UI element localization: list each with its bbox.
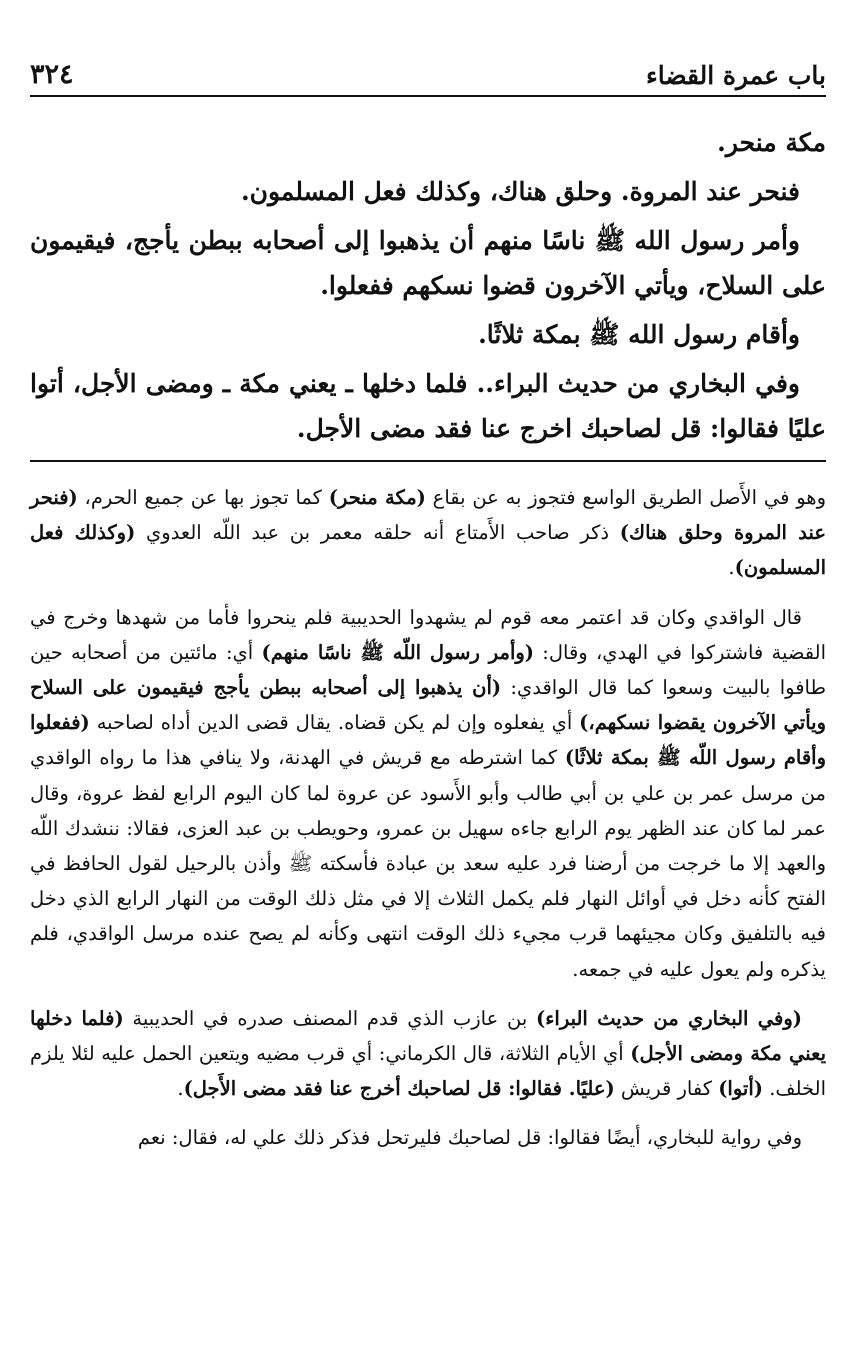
main-paragraph: فنحر عند المروة. وحلق هناك، وكذلك فعل المسلمون. — [240, 177, 800, 206]
commentary-text: كفار قريش — [614, 1077, 719, 1101]
commentary-paragraph — [30, 1120, 826, 1155]
commentary-text: كما اشترطه مع قريش في الهدنة، ولا ينافي هذا ما رواه الواقدي من مرسل عمر بن علي بن أبي طالب وأبو الأَسود عن عروة لما كان اليوم الرابع لفظ عروة، وقال عمر لما كان عند الظهر يوم الرابع جاءه سهيل بن عمرو، وحويطب بن عبد العزى، فقالا: ننشدك اللّه والعهد إلا ما خرجت من أرضنا فرد عليه سعد بن عبادة فأسكته ﷺ وأذن بالرحيل لقول الحافظ في الفتح كأنه دخل في أوائل النهار فلم يكمل الثلاث إلا في مثل ذلك الوقت من النهار الرابع الذي دخل فيه بالتلفيق وكان مجيئهما قرب مجيء ذلك الوقت انتهى وكأنه لم يصح عنده مرسل الواقدي، فلم يذكره ولم يعول عليه في جمعه. — [30, 746, 826, 981]
quoted-text: (فنحر عند المروة وحلق هناك) — [30, 486, 827, 545]
quoted-text: (وفي البخاري من حديث البراء) — [536, 1006, 802, 1030]
commentary-section — [30, 480, 826, 1170]
commentary-text: وفي رواية للبخاري، أيضًا فقالوا: قل لصاحبك فليرتحل فذكر ذلك علي له، فقال: نعم — [137, 1126, 802, 1150]
commentary-text: أي يفعلوه وإن لم يكن قضاه. يقال قضى الدين أداه لصاحبه — [89, 711, 580, 735]
commentary-text: . — [728, 556, 735, 580]
main-text — [30, 120, 826, 455]
quoted-text: (وكذلك فعل المسلمون) — [30, 521, 826, 580]
quoted-text: (فلما دخلها يعني مكة ومضى الأجل) — [30, 1006, 826, 1066]
commentary-text: وهو في الأَصل الطريق الواسع فتجوز به عن بقاع — [425, 486, 826, 509]
quoted-text: (أن يذهبوا إلى أصحابه ببطن يأجج فيقيمون على السلاح ويأتي الآخرون يقضوا نسكهم،) — [30, 676, 826, 735]
page-number: ٣٢٤ — [30, 59, 74, 90]
quoted-text: (ففعلوا وأقام رسول اللّه ﷺ بمكة ثلاثًا) — [30, 711, 826, 770]
commentary-text: بن عازب الذي قدم المصنف صدره في الحديبية — [123, 1006, 536, 1030]
main-paragraph: وأمر رسول الله ﷺ ناسًا منهم أن يذهبوا إلى أصحابه ببطن يأجج، فيقيمون على السلاح، ويأتي الآخرون قضوا نسكهم ففعلوا. — [30, 226, 826, 300]
quoted-text: (وأمر رسول اللّه ﷺ ناسًا منهم) — [261, 640, 535, 664]
footnote-divider — [30, 460, 826, 462]
main-paragraph: وأقام رسول الله ﷺ بمكة ثلاثًا. — [478, 320, 800, 349]
commentary-text: قال الواقدي وكان قد اعتمر معه قوم لم يشهدوا الحديبية فلم ينحروا فأما من شهدها وخرج في القضية فاشتركوا في الهدي، وقال: — [30, 605, 826, 664]
commentary-text: كما تجوز بها عن جميع الحرم، — [77, 486, 329, 509]
commentary-paragraph — [30, 600, 826, 987]
commentary-paragraph — [30, 1001, 826, 1107]
commentary-text: . — [177, 1077, 184, 1101]
commentary-text: أي الأيام الثلاثة، قال الكرماني: أي قرب مضيه ويتعين الحمل عليه لئلا يلزم الخلف. — [30, 1042, 826, 1101]
commentary-text: ذكر صاحب الأَمتاع أنه حلقه معمر بن عبد اللّه العدوي — [135, 521, 620, 545]
quoted-text: (أتوا) — [718, 1077, 763, 1101]
page-header — [30, 50, 826, 90]
chapter-title: باب عمرة القضاء — [645, 61, 826, 90]
quoted-text: (مكة منحر) — [328, 486, 426, 509]
quoted-text: (عليًا. فقالوا: قل لصاحبك أخرج عنا فقد مضى الأَجل) — [183, 1077, 615, 1101]
commentary-paragraph — [30, 480, 826, 586]
header-divider — [30, 95, 826, 97]
commentary-text: أي: مائتين من أصحابه حين طافوا بالبيت وسعوا كما قال الواقدي: — [30, 640, 827, 700]
main-paragraph: مكة منحر. — [717, 128, 826, 157]
main-paragraph: وفي البخاري من حديث البراء.. فلما دخلها ـ يعني مكة ـ ومضى الأجل، أتوا عليًا فقالوا: قل لصاحبك اخرج عنا فقد مضى الأجل. — [30, 369, 826, 443]
